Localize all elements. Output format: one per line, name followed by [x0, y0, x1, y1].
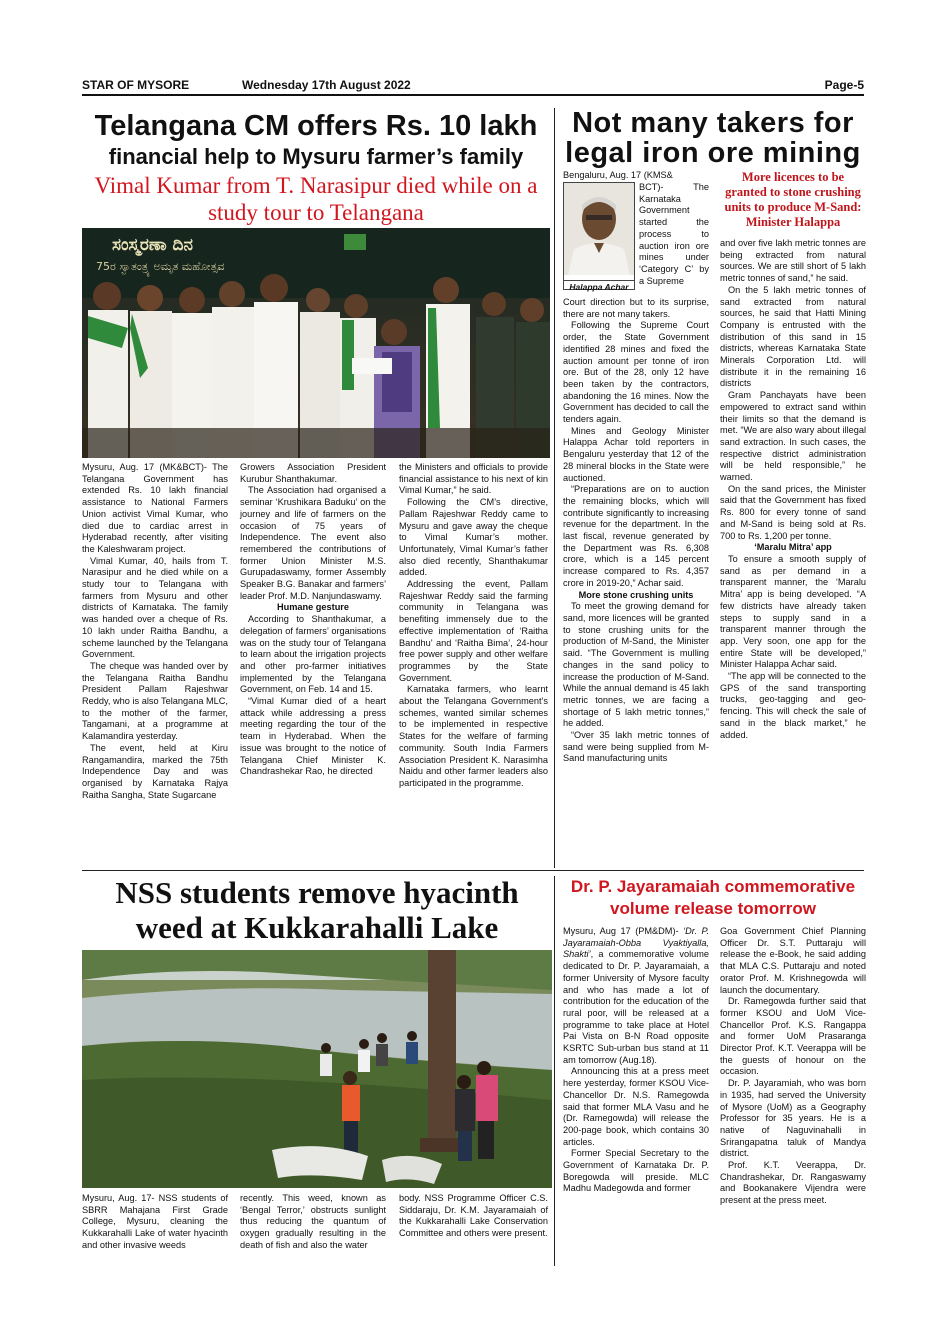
story2-col2-para: “The app will be connected to the GPS of the sand transporting trucks, geo-tagging and geo-fencing. This will check the sale of sand in the black market,” he added. [720, 671, 866, 740]
lower-divider [554, 876, 555, 1266]
story2-col2-para: On the sand prices, the Minister said that the Government has fixed Rs. 800 for every tonne of sand and M-Sand is being sold at Rs. 700 to Rs. 1,200 per tonne. [720, 483, 866, 541]
story3-column-3 [399, 1193, 548, 1240]
story3-photo [82, 950, 552, 1188]
story3-col1-para: Mysuru, Aug. 17- NSS students of SBRR Mahajana First Grade College, Mysuru, cleaning the Kukkarahalli Lake of water hyacinth and other invasive weeds [82, 1193, 228, 1250]
story4-col1-para: Former Special Secretary to the Government of Karnataka Dr. P. Boregowda will preside. MLC Madhu Madegowda and former [563, 1148, 709, 1194]
story1-col1-para: Vimal Kumar, 40, hails from T. Narasipur and he died while on a study tour to Telangana with farmers from Mysuru and other districts of Karnataka. The family was handed over a cheque of Rs. 10 lakh under Raitha Bandhu, a scheme launched by the Telangana Government. [82, 555, 228, 660]
story2-dateline: Bengaluru, Aug. 17 (KMS& [563, 170, 673, 180]
story2-col1-para: Mines and Geology Minister Halappa Achar told reporters in Bengaluru yesterday that 12 of the 28 mineral blocks in the State were auctioned. [563, 425, 709, 483]
page-number: Page-5 [824, 78, 864, 92]
story2-col1-para: Following the Supreme Court order, the State Government identified 28 mines and fixed the auction amount per tonne of iron ore. But of the 28, only 12 have been taken by the contractors, abandoning the 16 mines. Now the Government has decided to call the tenders again. [563, 320, 709, 425]
story4-dateline: Mysuru, Aug 17 (PM&DM)- [563, 926, 684, 936]
story2-col1-para: “Over 35 lakh metric tonnes of sand were being supplied from M-Sand manufacturing units [563, 730, 709, 764]
story1-headline-second: financial help to Mysuru farmer’s family [108, 144, 524, 169]
story4-column-1 [563, 926, 709, 1195]
story2-col1-para: “Preparations are on to auction the remaining blocks, which will contribute significantly to increasing revenue for the department. In the last fiscal, revenue generated by the Department was Rs. 6,308 crore, which is a 145 percent increase compared to Rs. 4,357 crore in 2019-20,” Achar said. [563, 484, 709, 588]
story1-col1-para: The cheque was handed over by the Telangana Raitha Bandhu President Pallam Rajeshwar Reddy, who is also Telangana MLC, to the mother of the farmer, Tangamani, at a programme at Kalamandira yesterday. [82, 660, 228, 742]
story2-wrap-text-side [639, 182, 709, 287]
story4-book-title: ‘Dr. P. Jayaramaiah-Obba Vyaktiyalla, Shakti’ [563, 926, 709, 960]
story2-headline-line1: Not many takers for [572, 107, 854, 139]
story2-col1-para: To meet the growing demand for sand, more licences will be granted to stone crushing units for the production of M-Sand, the Minister said. “The Government is mulling changes in the sand policy to increase the production of M-Sand. While the annual demand is 45 lakh metric tonnes, we are facing a shortage of 5 lakh metric tonnes,” he added. [563, 601, 709, 729]
story2-col2-para: and over five lakh metric tonnes are being extracted from natural sources. We are still short of 5 lakh metric tonnes of sand,” he said. [720, 238, 866, 284]
story1-photo [82, 228, 550, 458]
story2-crosshead-2: ‘Maralu Mitra’ app [754, 542, 832, 553]
story1-col3-para: Addressing the event, Pallam Rajeshwar Reddy said the farming community in Telangana was benefiting immensely due to the effective implementation of ‘Raitha Bandhu’ and ‘Raitha Bima’, 24-hour free power supply and other welfare programmes by the State Government. [399, 579, 548, 683]
story3-column-1 [82, 1193, 228, 1252]
story2-headline [558, 108, 868, 168]
story1-col1-para: The event, held at Kiru Rangamandira, marked the 75th Independence Day and was organised by Karnataka Rajya Raitha Sangha, State Sugarcane [82, 742, 228, 800]
section-divider [554, 108, 555, 868]
story1-subhead: Vimal Kumar from T. Narasipur died while on a study tour to Telangana [94, 173, 538, 225]
story4-col2-para: Dr. Ramegowda further said that former KSOU and UoM Vice-Chancellor Prof. K.S. Rangappa and former UoM Prasaranga Director Prof. K.T. Veerappa will be the guests of honour on the occasion. [720, 996, 866, 1077]
story3-headline [82, 875, 552, 945]
story3-headline-line1: NSS students remove hyacinth [115, 875, 519, 910]
masthead [82, 76, 864, 94]
story4-lead-rest: , a commemorative volume dedicated to Dr. P. Jayaramaiah, a former University of Mysore faculty and who has made a lot of contribution for the education of the rural poor, will be released at a programme to take place at Hotel Pai Vista on B-N Road opposite KSRTC Sub-urban bus stand at 11 am tomorrow (Aug.18). [563, 949, 709, 1065]
paper-name: STAR OF MYSORE [82, 78, 190, 92]
story1-col1-para: Mysuru, Aug. 17 (MK&BCT)- The Telangana Government has extended Rs. 10 lakh financial assistance to National Farmers Union activist Vimal Kumar, who died due to cardiac arrest in Hyderabad recently, after visiting the Kaleshwaram project. [82, 462, 228, 554]
story4-col2-para: Prof. K.T. Veerappa, Dr. Chandrashekar, Dr. Rangaswamy and Bookanakere Vijendra were present at the press meet. [720, 1160, 866, 1206]
story4-col1-para: Announcing this at a press meet here yesterday, former KSOU Vice-Chancellor Dr. N.S. Ramegowda said that former MLA Vasu and he (Dr. Ramegowda) will release the 200-page book, which contains 30 articles. [563, 1066, 709, 1147]
story3-col2-para: recently. This weed, known as ‘Bengal Terror,’ obstructs sunlight thus reducing the quantum of oxygen gradually resulting in the death of fish and also the water [240, 1193, 386, 1250]
story3-headline-line2: weed at Kukkarahalli Lake [135, 910, 499, 945]
story1-col2-para: Growers Association President Kurubur Shanthakumar. [240, 462, 386, 484]
story2-column-1 [563, 297, 709, 765]
story3-col3-para: body. NSS Programme Officer C.S. Siddaraju, Dr. K.M. Jayaramaiah of the Kukkarahalli Lake Conservation Committee and others were present. [399, 1193, 548, 1239]
story4-headline [558, 876, 868, 920]
story2-col2-para: Gram Panchayats have been empowered to extract sand within their limits so that the demand is met. “We are also wary about illegal sand extraction. In such cases, the respective district administration will be held responsible,” he warned. [720, 390, 866, 483]
story1-col3-para: Karnataka farmers, who learnt about the Telangana Government’s schemes, wanted similar schemes to be implemented in respective States for the welfare of farming community. South India Farmers Association President K. Narasimha Naidu and other farmer leaders also participated in the programme. [399, 684, 548, 788]
minister-portrait [563, 182, 635, 290]
lower-section-rule [82, 870, 864, 871]
story1-col3-para: Following the CM’s directive, Pallam Rajeshwar Reddy came to Mysuru and gave away the cheque to Vimal Kumar’s mother. Unfortunately, Vimal Kumar’s father also died recently, Shanthakumar added. [399, 497, 548, 578]
story2-crosshead-1: More stone crushing units [578, 589, 694, 600]
story1-col3-para: the Ministers and officials to provide financial assistance to his next of kin Vimal Kumar,” he said. [399, 462, 548, 496]
story1-headline: Telangana CM offers Rs. 10 lakh [94, 110, 538, 142]
story1-column-3 [399, 462, 548, 790]
story2-col2-para: To ensure a smooth supply of sand as per demand in a transparent manner, the ‘Maralu Mitra’ app is being developed. “A few districts have already taken steps to supply sand in a transparent manner through the app. Very soon, one app for the entire State will be developed,” Minister Halappa Achar said. [720, 553, 866, 670]
story1-crosshead: Humane gesture [277, 602, 349, 613]
portrait-caption: Halappa Achar [564, 280, 634, 294]
story4-col2-para: Dr. P. Jayaramiah, who was born in 1935, had served the University of Mysore (UoM) as a Geography Professor for 35 years. He is a native of Naguvinahalli in Srirangapatna taluk of Mandya district. [720, 1078, 866, 1159]
issue-date: Wednesday 17th August 2022 [242, 78, 411, 92]
story1-column-2 [240, 462, 386, 778]
story2-wrap-text [563, 170, 709, 182]
story4-headline-line2: volume release tomorrow [610, 899, 816, 918]
story2-wrap-para: BCT)- The Karnataka Government started the process to auction iron ore mines under ‘Category C’ by a Supreme [639, 182, 709, 286]
story4-col2-para: Goa Government Chief Planning Officer Dr. S.T. Puttaraju will release the e-Book, he said adding that MLA C.S. Puttaraju and noted orator Prof. M. Krishnegowda will launch the documentary. [720, 926, 866, 995]
story3-column-2 [240, 1193, 386, 1252]
story4-column-2 [720, 926, 866, 1207]
masthead-rule [82, 94, 864, 96]
story1-column-1 [82, 462, 228, 801]
story2-col2-para: On the 5 lakh metric tonnes of sand extracted from natural sources, he said that Hatti Mining Company is entrusted with the distribution of this sand in 15 districts, whereas Karnataka State Minerals Corporation Ltd. will distribute it in the remaining 16 districts [720, 284, 866, 389]
story2-column-2 [720, 238, 866, 741]
story2-headline-line2: legal iron ore mining [565, 137, 861, 169]
photo-banner-subtext: 75ರ ಸ್ವಾತಂತ್ರ್ಯ ಅಮೃತ ಮಹೋತ್ಸವ [96, 260, 225, 273]
story4-lead-para [563, 926, 709, 1066]
story1-col2-para: According to Shanthakumar, a delegation of farmers’ organisations was on the study tour of Telangana to learn about the irrigation projects and other pro-farmer initiatives implemented by the Telangana Government, on Feb. 14 and 15. [240, 614, 386, 695]
story1-col2-para: “Vimal Kumar died of a heart attack while addressing a press meeting regarding the tour of the team in Hyderabad. When the issue was brought to the notice of Telangana Chief Minister K. Chandrashekar Rao, he directed [240, 696, 386, 777]
photo-banner-text: ಸಂಸ್ಮರಣಾ ದಿನ [112, 235, 193, 255]
story1-col2-para: The Association had organised a seminar ‘Krushikara Baduku’ on the journey and life of farmers on the occasion of 75 years of Independence. The event also remembered the contributions of former Union Minister M.S. Gurupadaswamy, former Assembly Speaker B.G. Banakar and farmers’ leader Prof. M.D. Nanjundaswamy. [240, 485, 386, 601]
story2-deck: More licences to be granted to stone crushing units to produce M-Sand: Minister Halappa [724, 170, 862, 229]
story2-col1-para: Court direction but to its surprise, there are not many takers. [563, 297, 709, 319]
story4-headline-line1: Dr. P. Jayaramaiah commemorative [570, 877, 856, 896]
